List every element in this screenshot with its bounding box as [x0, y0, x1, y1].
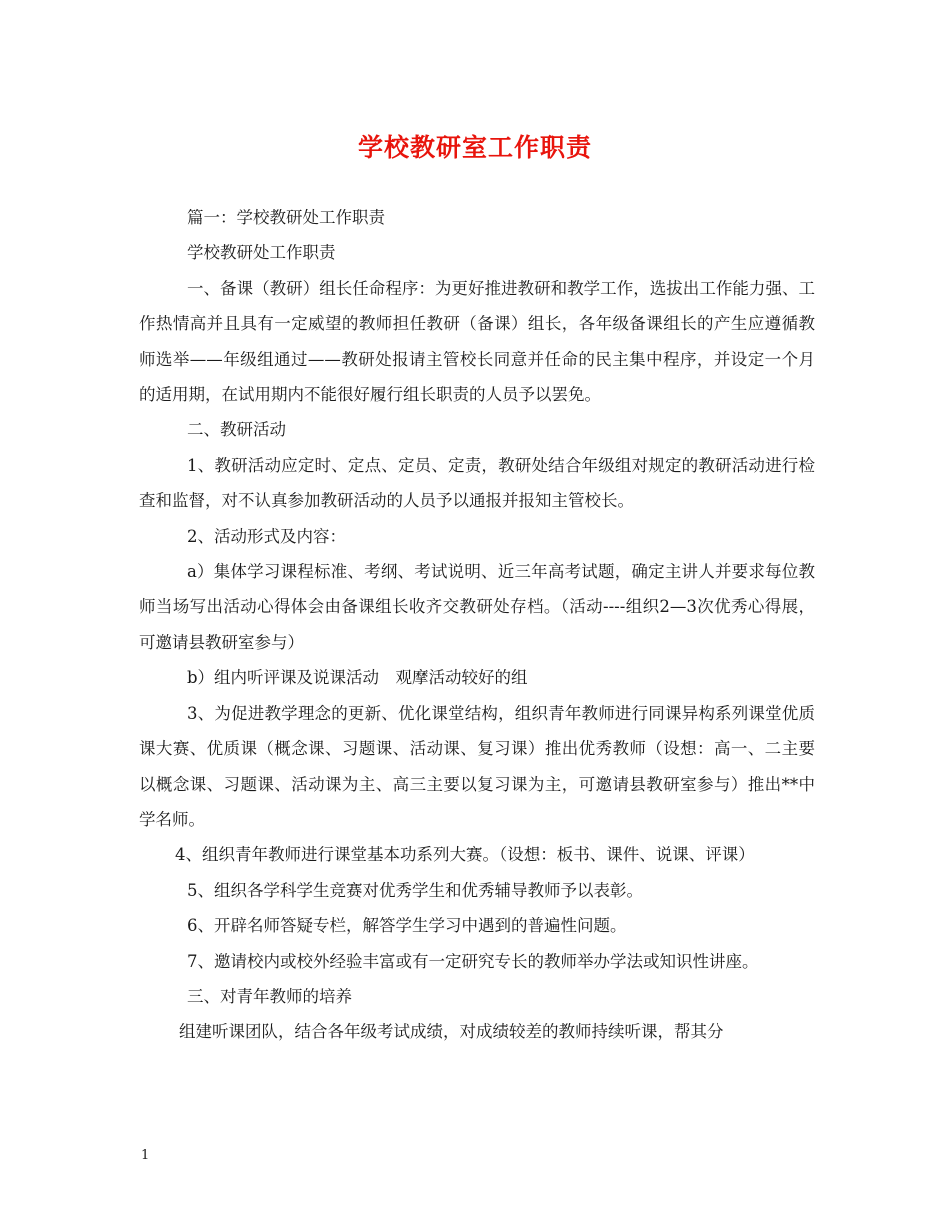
paragraph: 2、活动形式及内容： — [187, 526, 346, 546]
paragraph: 4、组织青年教师进行课堂基本功系列大赛。（设想：板书、课件、说课、评课） — [175, 845, 755, 865]
paragraph: 组建听课团队，结合各年级考试成绩，对成绩较差的教师持续听课，帮其分 — [179, 1022, 724, 1042]
paragraph: 三、对青年教师的培养 — [187, 986, 352, 1006]
paragraph: 一、备课（教研）组长任命程序：为更好推进教研和教学工作，选拔出工作能力强、工作热情高并且具有一定威望的教师担任教研（备课）组长，各年级备课组长的产生应遵循教师选举——年级组通过——教研处报请主管校长同意并任命的民主集中程序，并设定一个月的适用期，在试用期内不能很好履行组长职责的人员予以罢免。 — [139, 278, 815, 405]
paragraph: 篇一：学校教研处工作职责 — [187, 208, 385, 227]
paragraph: a）集体学习课程标准、考纲、考试说明、近三年高考试题，确定主讲人并要求每位教师当场写出活动心得体会由备课组长收齐交教研处存档。（活动----组织2—3次优秀心得展，可邀请县教研室参与） — [139, 562, 815, 652]
paragraph: 5、组织各学科学生竞赛对优秀学生和优秀辅导教师予以表彰。 — [187, 880, 643, 900]
paragraph: 6、开辟名师答疑专栏，解答学生学习中遇到的普遍性问题。 — [187, 916, 627, 936]
document-body — [139, 200, 815, 1050]
paragraph: 学校教研处工作职责 — [187, 243, 336, 263]
paragraph: 7、邀请校内或校外经验丰富或有一定研究专长的教师举办学法或知识性讲座。 — [187, 951, 759, 971]
document-title: 学校教研室工作职责 — [357, 133, 592, 162]
paragraph: 1、教研活动应定时、定点、定员、定责，教研处结合年级组对规定的教研活动进行检查和监督，对不认真参加教研活动的人员予以通报并报知主管校长。 — [139, 455, 815, 511]
paragraph: b）组内听评课及说课活动 观摩活动较好的组 — [187, 668, 528, 688]
paragraph: 二、教研活动 — [187, 420, 286, 440]
page-number: 1 — [141, 1148, 150, 1163]
paragraph: 3、为促进教学理念的更新、优化课堂结构，组织青年教师进行同课异构系列课堂优质课大赛、优质课（概念课、习题课、活动课、复习课）推出优秀教师（设想：高一、二主要以概念课、习题课、活动课为主、高三主要以复习课为主，可邀请县教研室参与）推出**中学名师。 — [139, 703, 815, 829]
